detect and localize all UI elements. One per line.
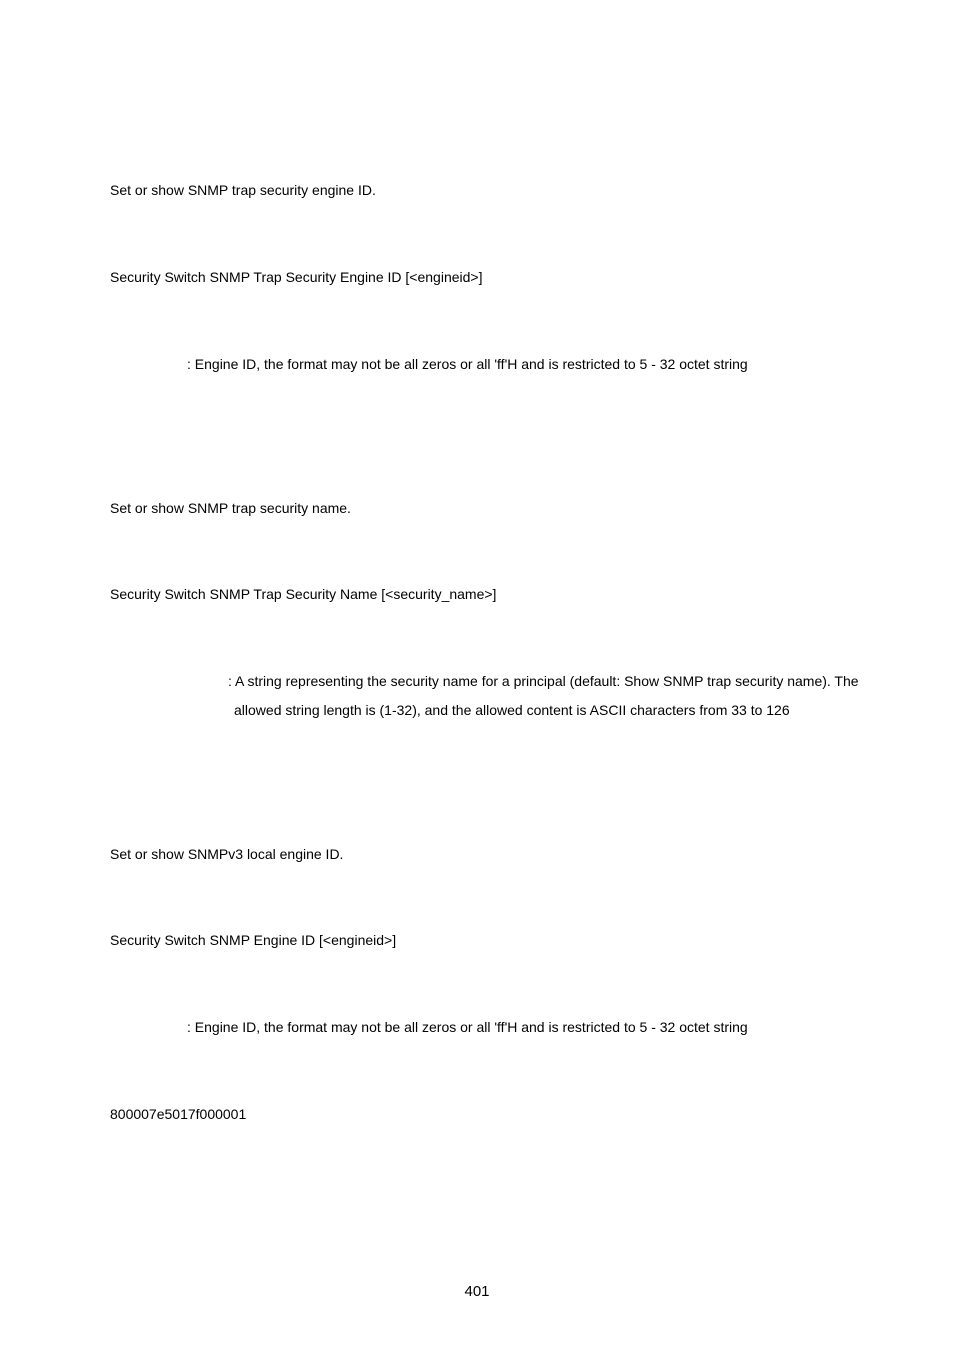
section2-syntax: Security Switch SNMP Trap Security Name [<security_name>]: [110, 586, 497, 602]
section1-description: Set or show SNMP trap security engine ID.: [110, 182, 376, 198]
section3-default-value: 800007e5017f000001: [110, 1106, 247, 1122]
section1-syntax: Security Switch SNMP Trap Security Engine ID [<engineid>]: [110, 269, 483, 285]
section2-description: Set or show SNMP trap security name.: [110, 500, 351, 516]
section2-parameter-line1: : A string representing the security name for a principal (default: Show SNMP trap security name). The: [228, 673, 859, 689]
section3-description: Set or show SNMPv3 local engine ID.: [110, 846, 344, 862]
page-number: 401: [464, 1283, 490, 1300]
section1-parameter: : Engine ID, the format may not be all zeros or all 'ff'H and is restricted to 5 - 32 octet string: [187, 356, 748, 372]
section3-syntax: Security Switch SNMP Engine ID [<engineid>]: [110, 932, 397, 948]
section3-parameter: : Engine ID, the format may not be all zeros or all 'ff'H and is restricted to 5 - 32 octet string: [187, 1019, 748, 1035]
section2-parameter-line2: allowed string length is (1-32), and the allowed content is ASCII characters from 33 to 126: [234, 702, 790, 718]
